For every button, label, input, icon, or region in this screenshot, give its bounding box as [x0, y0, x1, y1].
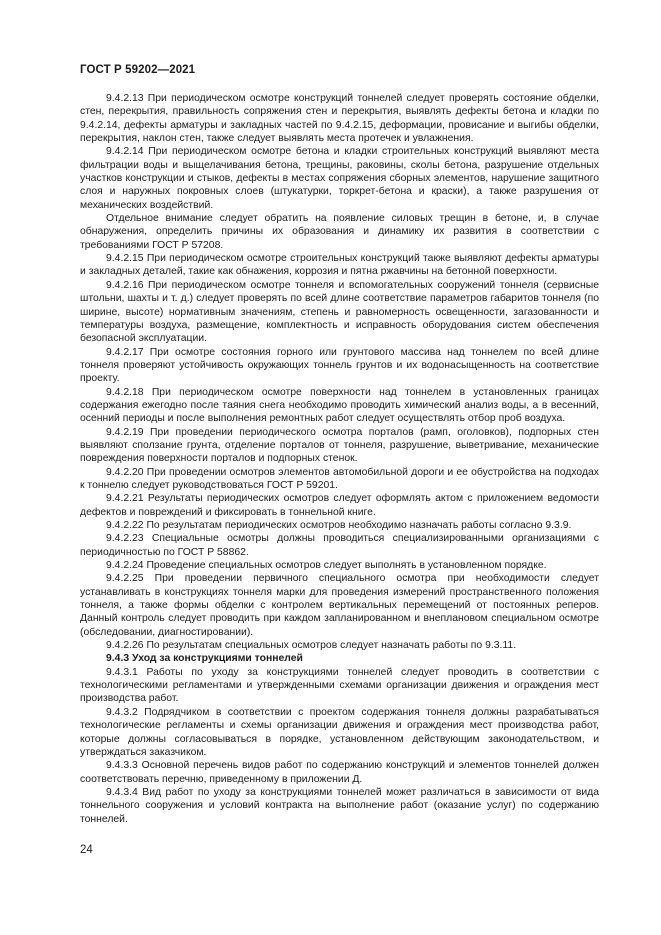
paragraph-9-4-2-23: 9.4.2.23 Специальные осмотры должны проводиться специализированными организациями с периодичностью по ГОСТ Р 58862.: [80, 533, 599, 558]
paragraph-9-4-2-13: 9.4.2.13 При периодическом осмотре конструкций тоннелей следует проверять состояние обделки, стен, перекрытия, правильность сопряжения стен и перекрытия, выявлять дефекты бетона и кладки по 9.4.2.14, дефекты арматуры и закладных частей по 9.4.2.15, деформации, провисание и выгибы обделки, перекрытия, наклон стен, также следует выявлять места протечек и увлажнения.: [80, 93, 599, 145]
document-body: [80, 92, 599, 826]
paragraph-9-4-3-1: 9.4.3.1 Работы по уходу за конструкциями тоннелей следует проводить в соответствии с технологическими регламентами и утвержденными схемами организации движения и ограждения мест производства работ.: [80, 666, 599, 705]
paragraph-9-4-2-20: 9.4.2.20 При проведении осмотров элементов автомобильной дороги и ее обустройства на подходах к тоннелю следует руководствоваться ГОСТ Р 59201.: [80, 466, 599, 491]
paragraph-9-4-2-26: 9.4.2.26 По результатам специальных осмотров следует назначать работы по 9.3.11.: [106, 640, 517, 652]
document-header: ГОСТ Р 59202—2021: [80, 64, 196, 76]
paragraph-9-4-2-16: 9.4.2.16 При периодическом осмотре тоннеля и вспомогательных сооружений тоннеля (сервисные штольни, шахты и т. д.) следует проверять по всей длине соответствие параметров габаритов тоннеля (по ширине, высоте) нормативным значениям, степень и равномерность освещенности, загазованности и температуры воздуха, размещение, комплектность и исправность оборудования систем обеспечения безопасной эксплуатации.: [80, 279, 599, 345]
paragraph-cracks-note: Отдельное внимание следует обратить на появление силовых трещин в бетоне, и, в случае обнаружения, определить причины их образования и динамику их развития в соответствии с требованиями ГОСТ Р 57208.: [80, 213, 599, 251]
paragraph-9-4-2-21: 9.4.2.21 Результаты периодических осмотров следует оформлять актом с приложением ведомости дефектов и повреждений и фиксировать в тоннельной книге.: [80, 493, 599, 518]
paragraph-9-4-2-14: 9.4.2.14 При периодическом осмотре бетона и кладки строительных конструкций выявляют места фильтрации воды и выщелачивания бетона, трещины, раковины, сколы бетона, разрушение отдельных участков конструкции и стыков, дефекты в местах сопряжения сборных элементов, нарушение защитного слоя и наружных покровных слоев (штукатурки, торкрет-бетона и краски), а также разрушения от механических воздействий.: [80, 146, 599, 211]
paragraph-9-4-2-24: 9.4.2.24 Проведение специальных осмотров следует выполнять в установленном порядке.: [106, 560, 547, 572]
paragraph-9-4-2-18: 9.4.2.18 При периодическом осмотре поверхности над тоннелем в установленных границах содержания ежегодно после таяния снега необходимо проводить химический анализ воды, а в весенний, осенний периоды и после выполнения ремонтных работ следует осуществлять отбор проб воздуха.: [80, 386, 599, 425]
paragraph-9-4-2-25: 9.4.2.25 При проведении первичного специального осмотра при необходимости следует устанавливать в конструкциях тоннеля марки для проведения измерений пространственного положения тоннеля, а также формы обделки с контролем вертикальных перемещений от постоянных реперов. Данный контроль следует проводить при каждом запланированном и внеплановом специальном осмотре (обследовании, диагностировании).: [80, 573, 599, 638]
paragraph-9-4-2-19: 9.4.2.19 При проведении периодического осмотра порталов (рамп, оголовков), подпорных стен выявляют сползание грунта, отделение порталов от тоннеля, разрушение, выветривание, механические повреждения поверхности порталов и подпорных стенок.: [80, 426, 599, 465]
paragraph-9-4-3-2: 9.4.3.2 Подрядчиком в соответствии с проектом содержания тоннеля должны разрабатываться технологические регламенты и схемы организации движения и ограждения мест производства работ, которые должны согласовываться в порядке, установленном действующим законодательством, и утверждаться заказчиком.: [80, 706, 599, 758]
paragraph-9-4-3-4: 9.4.3.4 Вид работ по уходу за конструкциями тоннелей может различаться в зависимости от вида тоннельного сооружения и условий контракта на выполнение работ (оказание услуг) по содержанию тоннелей.: [80, 786, 599, 825]
paragraph-9-4-2-17: 9.4.2.17 При осмотре состояния горного или грунтового массива над тоннелем по всей длине тоннеля проверяют устойчивость окружающих тоннель грунтов и их водонасыщенность на соответствие проекту.: [80, 346, 599, 385]
paragraph-9-4-2-22: 9.4.2.22 По результатам периодических осмотров необходимо назначать работы согласно 9.3.9.: [106, 520, 572, 531]
page-number: 24: [80, 844, 93, 856]
paragraph-9-4-3-3: 9.4.3.3 Основной перечень видов работ по содержанию конструкций и элементов тоннелей должен соответствовать перечню, приведенному в приложении Д.: [80, 760, 599, 785]
paragraph-9-4-2-15: 9.4.2.15 При периодическом осмотре строительных конструкций также выявляют дефекты арматуры и закладных деталей, такие как обнажения, коррозия и пятна ржавчины на бетонной поверхности.: [80, 253, 599, 278]
section-heading-9-4-3: 9.4.3 Уход за конструкциями тоннелей: [106, 653, 303, 665]
